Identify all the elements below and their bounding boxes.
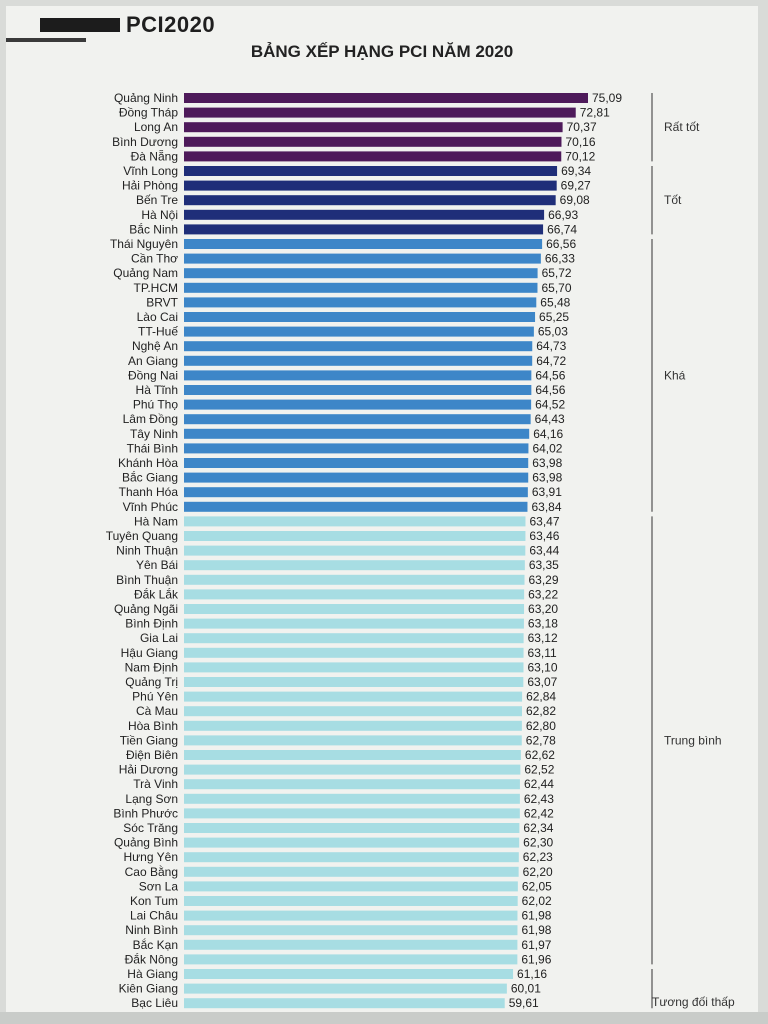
value-label: 70,37: [566, 120, 597, 135]
bar: [184, 779, 520, 789]
bar: [184, 546, 525, 556]
category-label: Lai Châu: [129, 908, 178, 923]
category-label: Bình Dương: [112, 134, 178, 149]
value-label: 62,84: [526, 689, 557, 704]
bar: [184, 487, 528, 497]
bar: [184, 619, 524, 629]
bar: [184, 531, 525, 541]
value-label: 64,16: [533, 426, 564, 441]
bar: [184, 385, 531, 395]
bar: [184, 400, 531, 410]
category-label: Tuyên Quang: [105, 529, 178, 543]
chart-title: BẢNG XẾP HẠNG PCI NĂM 2020: [250, 42, 514, 61]
bar: [184, 867, 519, 877]
bar: [184, 414, 531, 424]
category-label: Bắc Giang: [121, 470, 178, 485]
value-label: 62,42: [523, 806, 554, 821]
category-label: Cà Mau: [135, 704, 178, 719]
category-label: Đắk Nông: [124, 952, 178, 967]
category-label: Hậu Giang: [120, 645, 178, 660]
bar: [184, 852, 519, 862]
category-label: TT-Huế: [137, 324, 178, 339]
category-label: Ninh Bình: [125, 923, 178, 938]
value-label: 65,25: [539, 310, 570, 324]
category-label: Bình Thuận: [116, 572, 178, 587]
category-label: Sóc Trăng: [123, 821, 178, 835]
category-label: Long An: [133, 120, 178, 135]
bar: [184, 502, 527, 512]
group-label: Rất tốt: [664, 120, 700, 135]
bar: [184, 677, 523, 687]
category-label: BRVT: [146, 295, 178, 310]
bar: [184, 969, 513, 979]
category-label: Điện Biên: [125, 748, 178, 762]
category-label: Bạc Liêu: [131, 996, 178, 1011]
value-label: 70,16: [565, 134, 596, 149]
bar: [184, 750, 521, 760]
value-label: 62,34: [523, 821, 554, 835]
category-label: An Giang: [127, 353, 178, 368]
bar: [184, 954, 517, 964]
bar: [184, 765, 520, 775]
bar: [184, 648, 524, 658]
category-label: Hà Nội: [141, 207, 178, 222]
category-label: Quảng Ninh: [113, 91, 178, 105]
value-label: 66,33: [544, 251, 575, 266]
category-label: Cao Bằng: [124, 864, 178, 879]
bar: [184, 706, 522, 716]
category-label: Gia Lai: [139, 631, 178, 646]
category-label: Hà Giang: [127, 967, 178, 981]
bar: [184, 210, 544, 220]
value-label: 62,43: [523, 791, 554, 806]
value-label: 63,10: [527, 660, 558, 675]
category-label: Nghệ An: [131, 339, 178, 354]
value-label: 62,20: [522, 864, 553, 879]
bar: [184, 589, 524, 599]
category-label: Đồng Nai: [127, 368, 178, 383]
value-label: 69,27: [560, 178, 591, 193]
bar: [184, 662, 523, 672]
category-label: Phú Thọ: [132, 397, 178, 412]
bar: [184, 443, 528, 453]
category-label: Tây Ninh: [129, 426, 178, 441]
bar: [184, 93, 588, 103]
bar: [184, 224, 543, 234]
bar: [184, 137, 561, 147]
value-label: 69,08: [559, 193, 590, 208]
category-label: Vĩnh Long: [123, 164, 178, 178]
category-label: Cần Thơ: [130, 251, 178, 266]
value-label: 63,07: [527, 675, 558, 689]
category-label: Bắc Kạn: [132, 937, 178, 952]
category-label: Lạng Sơn: [125, 791, 178, 806]
value-label: 63,98: [532, 470, 563, 485]
value-label: 61,98: [521, 923, 552, 938]
category-label: Lâm Đồng: [122, 412, 178, 427]
bar: [184, 268, 538, 278]
value-label: 69,34: [561, 164, 592, 178]
bar: [184, 692, 522, 702]
bar: [184, 735, 522, 745]
category-label: Thái Nguyên: [109, 237, 178, 251]
value-label: 62,30: [523, 835, 554, 850]
category-label: Bình Định: [125, 616, 178, 631]
category-label: Hải Phòng: [121, 178, 178, 193]
category-label: Quảng Trị: [125, 675, 178, 689]
bar: [184, 239, 542, 249]
category-label: Quảng Bình: [113, 835, 178, 850]
category-label: Kiên Giang: [118, 981, 178, 996]
value-label: 75,09: [592, 91, 623, 105]
value-label: 66,74: [547, 222, 578, 237]
value-label: 62,23: [522, 850, 553, 865]
value-label: 63,20: [528, 602, 559, 616]
value-label: 62,52: [524, 762, 555, 777]
bar: [184, 429, 529, 439]
screen-bottom-edge: [0, 1012, 768, 1024]
bar: [184, 283, 537, 293]
value-label: 62,05: [521, 879, 552, 894]
bar: [184, 181, 557, 191]
bar: [184, 575, 525, 585]
bar: [184, 633, 524, 643]
value-label: 63,18: [527, 616, 558, 631]
category-label: Quảng Ngãi: [113, 602, 178, 616]
bar: [184, 458, 528, 468]
value-label: 64,56: [535, 383, 566, 397]
value-label: 62,44: [523, 777, 554, 792]
bar: [184, 808, 520, 818]
value-label: 59,61: [508, 996, 539, 1011]
group-label: Tương đối thấp: [652, 995, 735, 1009]
bar: [184, 254, 541, 264]
value-label: 63,47: [529, 514, 560, 529]
value-label: 62,78: [525, 733, 556, 748]
value-label: 63,46: [529, 529, 560, 543]
category-label: Thanh Hóa: [118, 485, 178, 500]
bar: [184, 122, 563, 132]
bar: [184, 356, 532, 366]
bar: [184, 341, 532, 351]
value-label: 64,73: [536, 339, 567, 354]
bar: [184, 998, 505, 1008]
value-label: 64,56: [535, 368, 566, 383]
category-label: Nam Định: [124, 660, 178, 675]
category-label: Quảng Nam: [113, 266, 178, 281]
category-label: TP.HCM: [133, 280, 178, 295]
category-label: Phú Yên: [132, 689, 178, 704]
category-label: Thái Bình: [126, 441, 178, 456]
category-label: Tiền Giang: [119, 733, 178, 748]
value-label: 65,70: [541, 280, 572, 295]
bar: [184, 911, 517, 921]
bar: [184, 794, 520, 804]
bar: [184, 604, 524, 614]
value-label: 70,12: [565, 149, 596, 164]
category-label: Vĩnh Phúc: [122, 499, 178, 514]
value-label: 65,48: [540, 295, 571, 310]
value-label: 61,97: [521, 937, 552, 952]
value-label: 64,72: [536, 353, 567, 368]
category-label: Đồng Tháp: [118, 105, 178, 120]
category-label: Hưng Yên: [123, 850, 178, 865]
bar: [184, 896, 518, 906]
group-label: Khá: [664, 368, 686, 383]
category-label: Lào Cai: [136, 310, 178, 324]
value-label: 66,56: [546, 237, 577, 251]
value-label: 63,22: [528, 587, 559, 602]
category-label: Hòa Bình: [127, 718, 178, 733]
category-label: Bến Tre: [135, 193, 178, 208]
value-label: 62,62: [524, 748, 555, 762]
brand-title: PCI2020: [126, 12, 216, 37]
value-label: 72,81: [579, 105, 610, 120]
group-label: Trung bình: [664, 733, 722, 748]
category-label: Bình Phước: [113, 806, 178, 821]
category-label: Trà Vinh: [133, 777, 178, 792]
value-label: 63,98: [532, 456, 563, 470]
category-label: Yên Bái: [135, 558, 178, 573]
value-label: 61,96: [521, 952, 552, 967]
category-label: Đắk Lắk: [133, 587, 178, 602]
value-label: 62,82: [525, 704, 557, 719]
value-label: 64,52: [535, 397, 566, 412]
category-label: Sơn La: [138, 879, 178, 894]
bar: [184, 195, 556, 205]
category-label: Hà Nam: [133, 514, 178, 529]
value-label: 63,12: [527, 631, 558, 646]
value-label: 64,43: [534, 412, 565, 427]
bar: [184, 984, 507, 994]
bar: [184, 108, 576, 118]
value-label: 61,98: [521, 908, 552, 923]
bar: [184, 166, 557, 176]
bar: [184, 516, 525, 526]
bar: [184, 370, 531, 380]
bar: [184, 881, 518, 891]
category-label: Kon Tum: [129, 894, 178, 908]
value-label: 63,91: [531, 485, 562, 500]
value-label: 63,84: [531, 499, 562, 514]
category-label: Hà Tĩnh: [135, 383, 178, 397]
bar: [184, 925, 517, 935]
bar: [184, 151, 561, 161]
value-label: 65,03: [537, 324, 568, 339]
value-label: 63,35: [528, 558, 559, 573]
category-label: Ninh Thuận: [116, 543, 178, 558]
bar: [184, 838, 519, 848]
bar: [184, 823, 519, 833]
bar: [184, 312, 535, 322]
value-label: 66,93: [548, 207, 579, 222]
bar: [184, 473, 528, 483]
bar-chart: [6, 6, 758, 1022]
value-label: 62,02: [521, 894, 552, 908]
value-label: 65,72: [541, 266, 572, 281]
value-label: 63,29: [528, 572, 559, 587]
bar: [184, 297, 536, 307]
value-label: 60,01: [510, 981, 541, 996]
chart-sheet: [6, 6, 758, 1022]
value-label: 64,02: [532, 441, 563, 456]
bar: [184, 327, 534, 337]
value-label: 62,80: [525, 718, 556, 733]
bar: [184, 721, 522, 731]
category-label: Hải Dương: [118, 762, 178, 777]
value-label: 63,44: [529, 543, 560, 558]
bar: [184, 940, 517, 950]
bar: [184, 560, 525, 570]
value-label: 61,16: [517, 967, 548, 981]
category-label: Bắc Ninh: [129, 222, 178, 237]
category-label: Khánh Hòa: [117, 456, 178, 470]
category-label: Đà Nẵng: [130, 149, 178, 164]
value-label: 63,11: [527, 645, 557, 660]
group-label: Tốt: [664, 193, 682, 208]
